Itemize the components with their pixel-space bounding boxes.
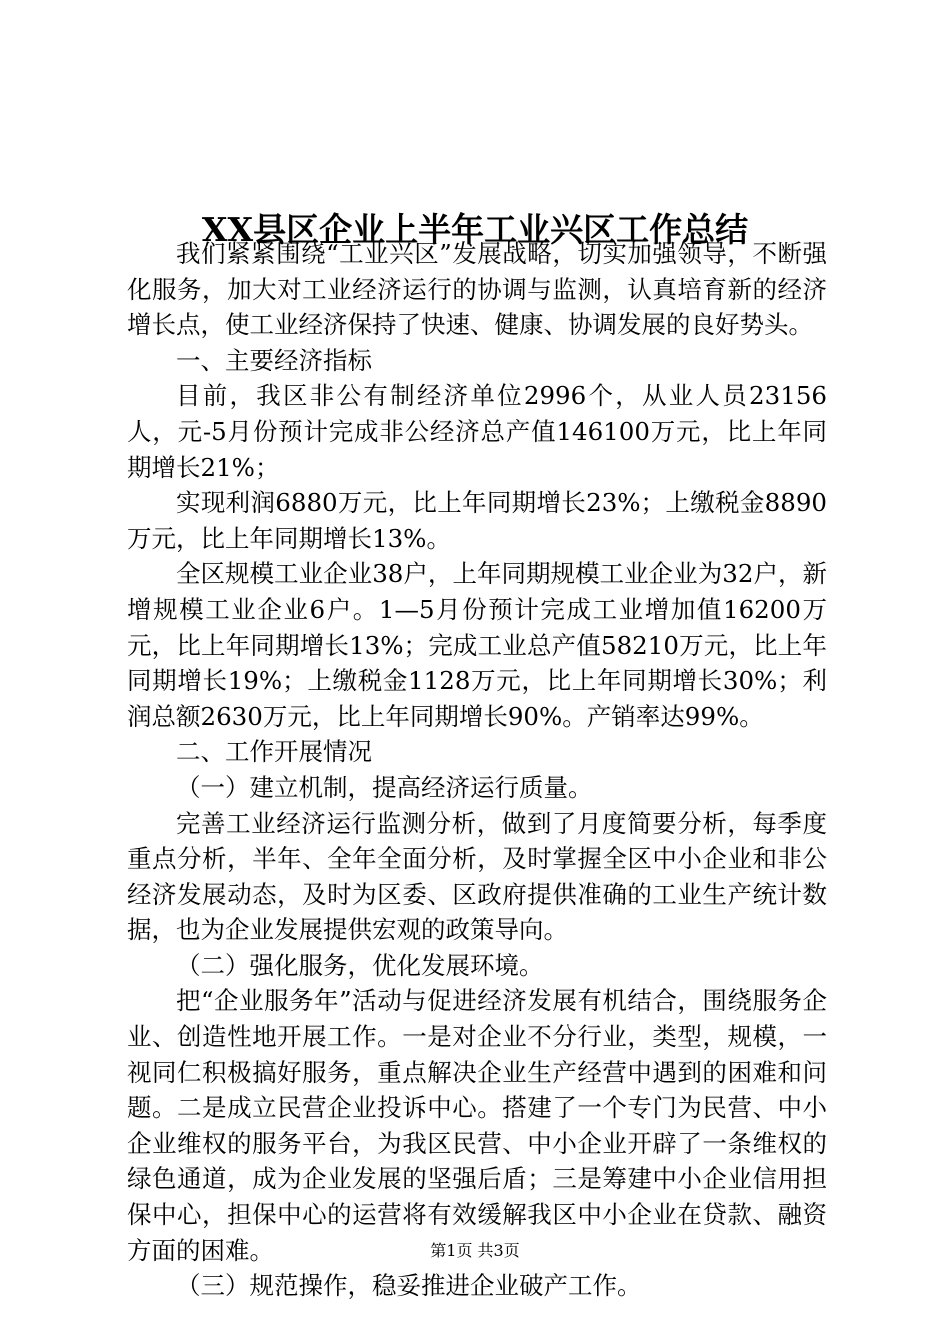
paragraph-nonpublic-economy: 目前，我区非公有制经济单位2996个，从业人员23156人，元-5月份预计完成非公经济总产值146100万元，比上年同期增长21%； bbox=[127, 381, 827, 482]
paragraph-monitoring: 完善工业经济运行监测分析，做到了月度简要分析，每季度重点分析，半年、全年全面分析，及时掌握全区中小企业和非公经济发展动态，及时为区委、区政府提供准确的工业生产统计数据，也为企业发展提供宏观的政策导向。 bbox=[127, 808, 827, 945]
document-title: XX县区企业上半年工业兴区工作总结 bbox=[201, 210, 749, 250]
subheading-service: （二）强化服务，优化发展环境。 bbox=[176, 950, 544, 980]
subheading-mechanism: （一）建立机制，提高经济运行质量。 bbox=[176, 772, 593, 802]
paragraph-intro: 我们紧紧围绕“工业兴区”发展战略，切实加强领导，不断强化服务，加大对工业经济运行的协调与监测，认真培育新的经济增长点，使工业经济保持了快速、健康、协调发展的良好势头。 bbox=[127, 239, 827, 340]
section-heading-indicators: 一、主要经济指标 bbox=[176, 345, 372, 375]
paragraph-service-year: 把“企业服务年”活动与促进经济发展有机结合，围绕服务企业、创造性地开展工作。一是对企业不分行业，类型，规模，一视同仁积极搞好服务，重点解决企业生产经营中遇到的困难和问题。二是成立民营企业投诉中心。搭建了一个专门为民营、中小企业维权的服务平台，为我区民营、中小企业开辟了一条维权的绿色通道，成为企业发展的坚强后盾；三是筹建中小企业信用担保中心，担保中心的运营将有效缓解我区中小企业在贷款、融资方面的困难。 bbox=[127, 986, 827, 1265]
page-number-footer: 第1页 共3页 bbox=[430, 1241, 520, 1260]
subheading-bankruptcy: （三）规范操作，稳妥推进企业破产工作。 bbox=[176, 1271, 642, 1301]
section-heading-work: 二、工作开展情况 bbox=[176, 737, 372, 767]
paragraph-scale-industry: 全区规模工业企业38户，上年同期规模工业企业为32户，新增规模工业企业6户。1—5月份预计完成工业增加值16200万元，比上年同期增长13%；完成工业总产值58210万元，比上年同期增长19%；上缴税金1128万元，比上年同期增长30%；利润总额2630万元，比上年同期增长90%。产销率达99%。 bbox=[127, 559, 827, 731]
paragraph-profit-tax: 实现利润6880万元，比上年同期增长23%；上缴税金8890万元，比上年同期增长13%。 bbox=[127, 488, 827, 553]
document-body bbox=[127, 236, 827, 1304]
